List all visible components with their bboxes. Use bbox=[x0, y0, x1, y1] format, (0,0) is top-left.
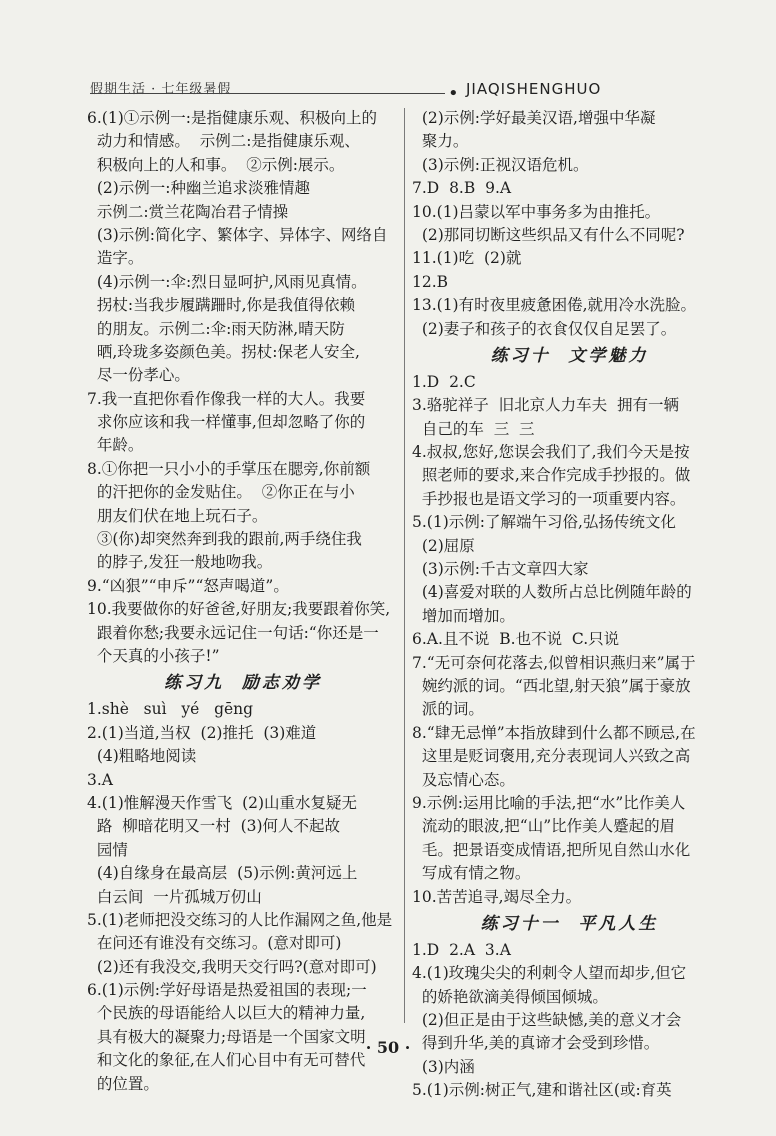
answer-line: 写成有情之物。 bbox=[412, 864, 531, 883]
answer-line: 的位置。 bbox=[87, 1074, 159, 1093]
answer-line: 聚力。 bbox=[412, 132, 469, 151]
answer-line: 动力和情感。 示例二:是指健康乐观、 bbox=[87, 132, 360, 151]
answer-line: 园情 bbox=[87, 840, 128, 859]
answer-line: 流动的眼波,把“山”比作美人蹙起的眉 bbox=[412, 817, 676, 836]
answer-line: (4)示例一:伞:烈日显呵护,风雨见真情。 bbox=[87, 272, 367, 291]
answer-line: 具有极大的凝聚力;母语是一个国家文明 bbox=[87, 1027, 366, 1046]
answer-line: 3.骆驼祥子 旧北京人力车夫 拥有一辆 bbox=[412, 396, 679, 415]
answer-line: 照老师的要求,来合作完成手抄报的。做 bbox=[412, 466, 691, 485]
answer-line: 12.B bbox=[412, 272, 449, 291]
answer-line: 4.(1)惟解漫天作雪飞 (2)山重水复疑无 bbox=[87, 793, 358, 812]
answer-line: 年龄。 bbox=[87, 436, 144, 455]
answer-line: 7.“无可奈何花落去,似曾相识燕归来”属于 bbox=[412, 653, 696, 672]
answer-line: (2)妻子和孩子的衣食仅仅自足罢了。 bbox=[412, 319, 677, 338]
answer-line: 积极向上的人和事。 ②示例:展示。 bbox=[87, 155, 345, 174]
answer-line: 的朋友。示例二:伞:雨天防淋,晴天防 bbox=[87, 319, 345, 338]
header-title: 假期生活 · 七年级暑假 bbox=[90, 82, 232, 97]
answer-line: (2)示例:学好最美汉语,增强中华凝 bbox=[412, 109, 656, 127]
answer-line: 10.(1)吕蒙以军中事务多为由推托。 bbox=[412, 202, 661, 221]
answer-line: (2)那同切断这些织品又有什么不同呢? bbox=[412, 225, 685, 244]
answer-line: 增加而增加。 bbox=[412, 606, 515, 625]
answer-line: 晒,玲珑多姿颜色美。拐杖:保老人安全, bbox=[87, 342, 360, 361]
answer-line: 尽一份孝心。 bbox=[87, 366, 190, 385]
section-heading: 练习十一 平凡人生 bbox=[480, 913, 659, 934]
answer-line: 和文化的象征,在人们心目中有无可替代 bbox=[87, 1051, 366, 1070]
answer-line: 8.①你把一只小小的手掌压在腮旁,你前额 bbox=[87, 459, 371, 478]
answer-line: 10.我要做你的好爸爸,好朋友;我要跟着你笑, bbox=[87, 600, 391, 619]
answer-line: 手抄报也是语文学习的一项重要内容。 bbox=[412, 489, 686, 508]
answer-line: 个民族的母语能给人以巨大的精神力量, bbox=[87, 1004, 366, 1023]
answer-line: 4.(1)玫瑰尖尖的利刺令人望而却步,但它 bbox=[412, 964, 687, 983]
answer-line: 4.叔叔,您好,您误会我们了,我们今天是按 bbox=[412, 443, 690, 462]
answer-line: 的汗把你的金发贴住。 ②你正在与小 bbox=[87, 483, 355, 502]
header-pinyin: JIAQISHENGHUO bbox=[466, 80, 602, 98]
answer-line: 7.我一直把你看作像我一样的大人。我要 bbox=[87, 389, 366, 408]
answer-line: ③(你)却突然奔到我的跟前,两手绕住我 bbox=[87, 530, 362, 549]
answer-line: 朋友们伏在地上玩石子。 bbox=[87, 506, 268, 525]
answer-line: 求你应该和我一样懂事,但却忽略了你的 bbox=[87, 413, 366, 432]
answer-line: 得到升华,美的真谛才会受到珍惜。 bbox=[412, 1034, 660, 1053]
answer-line: 6.(1)示例:学好母语是热爱祖国的表现;一 bbox=[87, 981, 367, 1000]
answer-line: (4)自缘身在最高层 (5)示例:黄河远上 bbox=[87, 864, 358, 883]
answer-line: 3.A bbox=[87, 770, 113, 789]
answer-line: 的脖子,发狂一般地吻我。 bbox=[87, 553, 273, 572]
answer-line: 这里是贬词褒用,充分表现词人兴致之高 bbox=[412, 747, 691, 766]
answer-line: 及忘情心态。 bbox=[412, 770, 515, 789]
answer-line: (4)喜爱对联的人数所占总比例随年龄的 bbox=[412, 583, 692, 602]
answer-line: 9.示例:运用比喻的手法,把“水”比作美人 bbox=[412, 793, 686, 812]
answer-line: 在问还有谁没有交练习。(意对即可) bbox=[87, 934, 342, 953]
running-header bbox=[60, 70, 720, 104]
answer-line: 个天真的小孩子!” bbox=[87, 646, 220, 665]
answer-line: 5.(1)示例:树正气,建和谐社区(或:育英 bbox=[412, 1081, 672, 1100]
answer-line: 婉约派的词。“西北望,射天狼”属于豪放 bbox=[412, 676, 691, 695]
column-divider bbox=[404, 108, 405, 1023]
answer-line: 跟着你愁;我要永远记住一句话:“你还是一 bbox=[87, 623, 379, 642]
answer-line: (2)但正是由于这些缺憾,美的意义才会 bbox=[412, 1011, 682, 1030]
answer-line: 自己的车 三 三 bbox=[412, 419, 535, 438]
answer-line: 白云间 一片孤城万仞山 bbox=[87, 887, 262, 906]
answer-line: (3)示例:正视汉语危机。 bbox=[412, 155, 589, 174]
page-number: · 50 · bbox=[365, 1038, 411, 1057]
header-rule bbox=[90, 93, 445, 94]
answer-line: 13.(1)有时夜里疲惫困倦,就用冷水洗脸。 bbox=[412, 296, 697, 315]
answer-line: (4)粗略地阅读 bbox=[87, 747, 197, 766]
answer-line: 9.“凶狠”“申斥”“怒声喝道”。 bbox=[87, 576, 289, 595]
answer-line: 毛。把景语变成情语,把所见自然山水化 bbox=[412, 840, 691, 859]
section-heading: 练习九 励志劝学 bbox=[164, 673, 322, 694]
answer-line: 2.(1)当道,当权 (2)推托 (3)难道 bbox=[87, 723, 317, 742]
answer-line: 示例二:赏兰花陶冶君子情操 bbox=[87, 202, 289, 221]
answer-line: (2)示例一:种幽兰追求淡雅情趣 bbox=[87, 179, 311, 198]
answer-line: 10.苦苦追寻,竭尽全力。 bbox=[412, 887, 582, 906]
answer-line: 11.(1)吃 (2)就 bbox=[412, 249, 522, 268]
answer-line: (2)还有我没交,我明天交行吗?(意对即可) bbox=[87, 957, 377, 976]
answer-line: 1.shè suì yé gēng bbox=[87, 700, 254, 719]
answer-line: 派的词。 bbox=[412, 700, 484, 719]
right-column bbox=[412, 107, 727, 1103]
answer-line: 7.D 8.B 9.A bbox=[412, 179, 512, 198]
answer-line: 的娇艳欲滴美得倾国倾城。 bbox=[412, 987, 608, 1006]
answer-line: 1.D 2.C bbox=[412, 372, 476, 391]
answer-line: (3)内涵 bbox=[412, 1057, 475, 1076]
section-heading: 练习十 文学魅力 bbox=[490, 345, 649, 366]
answer-line: 1.D 2.A 3.A bbox=[412, 940, 511, 959]
answer-line: 6.A.且不说 B.也不说 C.只说 bbox=[412, 630, 620, 649]
answer-line: 8.“肆无忌惮”本指放肆到什么都不顾忌,在 bbox=[412, 723, 696, 742]
answer-line: (3)示例:千古文章四大家 bbox=[412, 560, 589, 579]
answer-line: (2)屈原 bbox=[412, 536, 475, 555]
answer-line: 造字。 bbox=[87, 249, 144, 268]
header-bullet: • bbox=[448, 83, 459, 104]
answer-line: 路 柳暗花明又一村 (3)何人不起故 bbox=[87, 817, 341, 836]
left-column bbox=[87, 107, 399, 1096]
answer-line: 5.(1)老师把没交练习的人比作漏网之鱼,他是 bbox=[87, 910, 393, 929]
answer-line: 5.(1)示例:了解端午习俗,弘扬传统文化 bbox=[412, 513, 676, 532]
answer-line: 6.(1)①示例一:是指健康乐观、积极向上的 bbox=[87, 109, 377, 127]
answer-line: (3)示例:简化字、繁体字、异体字、网络自 bbox=[87, 225, 388, 244]
answer-line: 拐杖:当我步履蹒跚时,你是我值得依赖 bbox=[87, 296, 356, 315]
